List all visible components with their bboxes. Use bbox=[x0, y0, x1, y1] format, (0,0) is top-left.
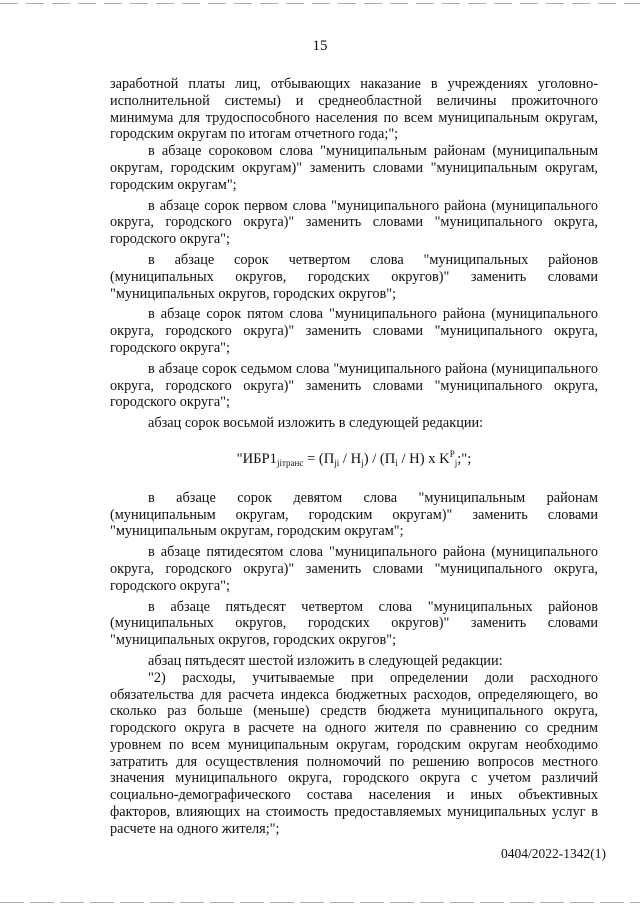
formula: "$ИБР1_{jiтранс} = (П_{ji} / H_j) / (П_i / H)$ x $K^P_j$;"; bbox=[236, 448, 472, 468]
paragraph: в абзаце сороковом слова "муниципальным районам (муниципальным округам, городским округам)" заменить словами "муниципальным округам, городским округам"; bbox=[110, 143, 598, 193]
paragraph: в абзаце сорок первом слова "муниципального района (муниципального округа, городского округа)" заменить словами "муниципального округа, городского округа"; bbox=[110, 197, 598, 248]
paragraph: абзац пятьдесят шестой изложить в следующей редакции: bbox=[148, 652, 503, 669]
scan-border-bottom bbox=[0, 902, 640, 903]
paragraph: в абзаце сорок девятом слова "муниципальным районам (муниципальным округам, городским округам)" заменить словами "муниципальным округам, городским округам"; bbox=[110, 489, 598, 540]
paragraph: "2) расходы, учитываемые при определении доли расходного обязательства для расчета индекса бюджетных расходов, определяющего, во сколько раз больше (меньше) средств бюджета муниципального округа, городского округа в расчете на одного жителя по сравнению со средним уровнем по всем муниципальным округам, городским округам необходимо затратить для осуществления полномочий по решению вопросов местного значения муниципального округа, городского округа с учетом различий социально-демографического состава населения и иных объективных факторов, влияющих на стоимость предоставляемых муниципальных услуг в расчете на одного жителя;"; bbox=[110, 669, 598, 837]
paragraph: в абзаце сорок пятом слова "муниципального района (муниципального округа, городского округа)" заменить словами "муниципального округа, городского округа"; bbox=[110, 306, 598, 356]
document-code: 0404/2022-1342(1) bbox=[501, 846, 606, 861]
paragraph: заработной платы лиц, отбывающих наказание в учреждениях уголовно-исполнительной системы) и среднеобластной величины прожиточного минимума для трудоспособного населения по всем муниципальным округам, городским округам по итогам отчетного года;"; bbox=[110, 76, 598, 143]
paragraph: в абзаце пятьдесят четвертом слова "муниципальных районов (муниципальных округов, городских округов)" заменить словами "муниципальных округов, городских округов"; bbox=[110, 598, 598, 649]
paragraph: в абзаце пятидесятом слова "муниципального района (муниципального округа, городского округа)" заменить словами "муниципального округа, городского округа"; bbox=[110, 544, 598, 594]
scan-border-top bbox=[0, 3, 640, 4]
document-body bbox=[110, 76, 598, 838]
paragraph: абзац сорок восьмой изложить в следующей редакции: bbox=[148, 415, 484, 432]
page-number: 15 bbox=[312, 38, 328, 54]
paragraph: в абзаце сорок четвертом слова "муниципальных районов (муниципальных округов, городских округов)" заменить словами "муниципальных округов, городских округов"; bbox=[110, 251, 598, 302]
paragraph: в абзаце сорок седьмом слова "муниципального района (муниципального округа, городского округа)" заменить словами "муниципального округа, городского округа"; bbox=[110, 360, 598, 411]
